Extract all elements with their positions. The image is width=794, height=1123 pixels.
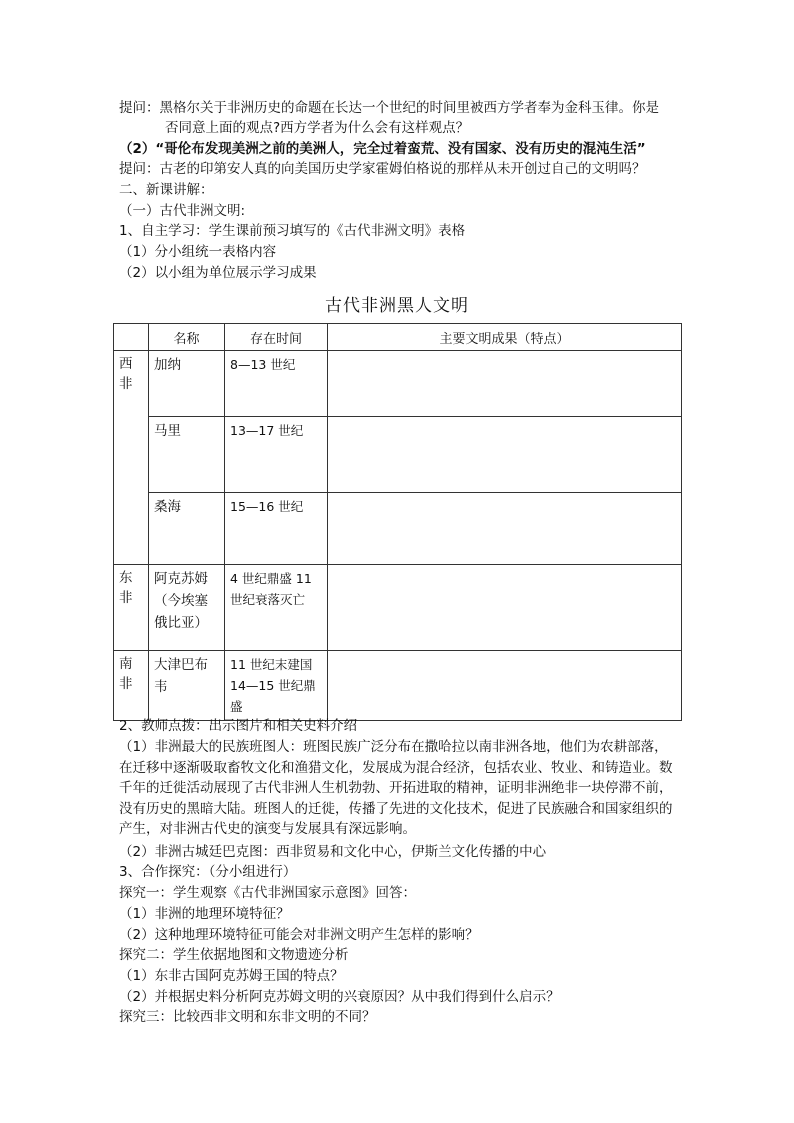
- civ-name: 阿克苏姆（今埃塞俄比亚）: [149, 565, 225, 651]
- civ-name: 桑海: [149, 493, 225, 565]
- inquiry-2a: （1）东非古国阿克苏姆王国的特点？: [119, 968, 344, 984]
- header-time: 存在时间: [225, 324, 328, 351]
- bantu-paragraph: （1）非洲最大的民族班图人：班图民族广泛分布在撒哈拉以南非洲各地，他们为农耕部落，在迁移中逐渐吸取畜牧文化和渔猎文化，发展成为混合经济，包括农业、牧业、和铸造业。数千年的迁徙活动展现了古代非洲人生机勃勃、开拓进取的精神，证明非洲绝非一块停滞不前，没有历史的黑暗大陆。班图人的迁徙，传播了先进的文化技术，促进了民族融合和国家组织的产生，对非洲古代史的演变与发展具有深远影响。: [119, 739, 673, 837]
- civilization-table: [113, 323, 682, 721]
- civ-time: 8—13 世纪: [225, 351, 328, 417]
- table-header-row: [114, 324, 682, 351]
- table-row: [114, 651, 682, 721]
- step-self-study-a: （1）分小组统一表格内容: [119, 244, 277, 260]
- inquiry-3: 探究三：比较西非文明和东非文明的不同？: [119, 1009, 376, 1025]
- inquiry-1a: （1）非洲的地理环境特征？: [119, 906, 290, 922]
- civ-time: 4 世纪鼎盛 11 世纪衰落灭亡: [225, 565, 328, 651]
- civ-achievements[interactable]: [328, 565, 682, 651]
- region-cell: 西非: [114, 351, 149, 565]
- civ-time: 15—16 世纪: [225, 493, 328, 565]
- civ-achievements[interactable]: [328, 417, 682, 493]
- table-row: [114, 351, 682, 417]
- question-1: 提问：黑格尔关于非洲历史的命题在长达一个世纪的时间里被西方学者奉为金科玉律。你是: [119, 100, 659, 116]
- step-self-study-b: （2）以小组为单位展示学习成果: [119, 265, 317, 281]
- table-row: [114, 565, 682, 651]
- inquiry-1b: （2）这种地理环境特征可能会对非洲文明产生怎样的影响？: [119, 927, 479, 943]
- step-self-study: 1、自主学习：学生课前预习填写的《古代非洲文明》表格: [119, 223, 466, 239]
- civ-name: 大津巴布韦: [149, 651, 225, 721]
- region-cell: 南非: [114, 651, 149, 721]
- question-1-continued: 否同意上面的观点?西方学者为什么会有这样观点？: [165, 120, 470, 136]
- inquiry-2b: （2）并根据史料分析阿克苏姆文明的兴衰原因？从中我们得到什么启示？: [119, 989, 560, 1005]
- table-row: [114, 417, 682, 493]
- header-name: 名称: [149, 324, 225, 351]
- civ-time: 13—17 世纪: [225, 417, 328, 493]
- inquiry-1: 探究一：学生观察《古代非洲国家示意图》回答：: [119, 885, 416, 901]
- civ-achievements[interactable]: [328, 493, 682, 565]
- inquiry-2: 探究二：学生依据地图和文物遗迹分析: [119, 947, 349, 963]
- civ-time: 11 世纪末建国 14—15 世纪鼎盛: [225, 651, 328, 721]
- subsection-ancient-africa: （一）古代非洲文明:: [119, 203, 246, 219]
- question-2: 提问：古老的印第安人真的向美国历史学家霍姆伯格说的那样从未开创过自己的文明吗？: [119, 161, 646, 177]
- table-title: 古代非洲黑人文明: [325, 296, 469, 316]
- quote-item-2: （2）“哥伦布发现美洲之前的美洲人，完全过着蛮荒、没有国家、没有历史的混沌生活”: [119, 141, 646, 157]
- section-heading-new-lesson: 二、新课讲解：: [119, 182, 214, 198]
- civ-achievements[interactable]: [328, 651, 682, 721]
- civ-name: 马里: [149, 417, 225, 493]
- timbuktu-paragraph: （2）非洲古城廷巴克图：西非贸易和文化中心，伊斯兰文化传播的中心: [119, 844, 547, 860]
- header-region: [114, 324, 149, 351]
- step-teacher-guidance: 2、教师点拨：出示图片和相关史料介绍: [119, 718, 358, 734]
- civ-achievements[interactable]: [328, 351, 682, 417]
- table-row: [114, 493, 682, 565]
- region-cell: 东非: [114, 565, 149, 651]
- step-cooperative-inquiry: 3、合作探究：（分小组进行）: [119, 864, 297, 880]
- civ-name: 加纳: [149, 351, 225, 417]
- header-achievements: 主要文明成果（特点）: [328, 324, 682, 351]
